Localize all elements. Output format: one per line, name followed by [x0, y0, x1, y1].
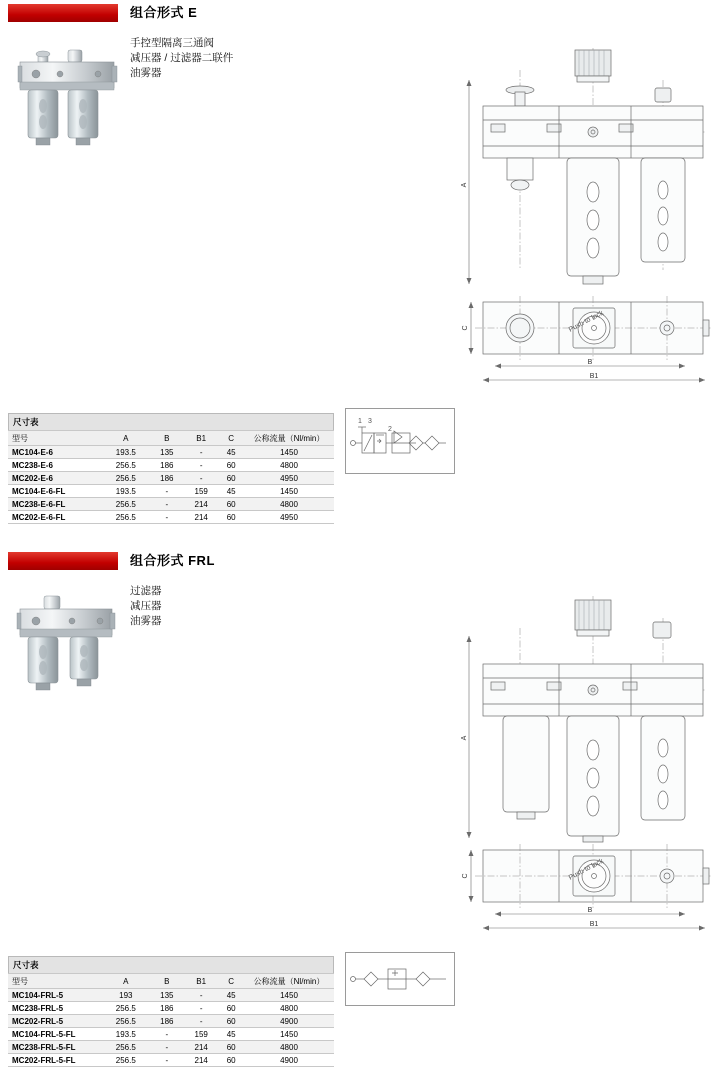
- th-b: B: [150, 974, 184, 989]
- pneumatic-symbol-e: [345, 408, 455, 474]
- cell-model: MC238-FRL-5-FL: [8, 1041, 102, 1054]
- cell-b: 186: [150, 1015, 184, 1028]
- pneumatic-symbol-frl: [345, 952, 455, 1006]
- th-b1: B1: [184, 974, 218, 989]
- red-accent-bar: [8, 4, 118, 22]
- cell-model: MC202-FRL-5: [8, 1015, 102, 1028]
- cell-model: MC104-FRL-5-FL: [8, 1028, 102, 1041]
- cell-model: MC238-FRL-5: [8, 1002, 102, 1015]
- technical-drawing-e-top: [455, 292, 715, 392]
- table-row: [8, 989, 334, 1002]
- th-flow: 公称流量（Nl/min）: [244, 431, 334, 446]
- table-row: [8, 1015, 334, 1028]
- cell-b1: -: [184, 459, 218, 472]
- cell-b1: -: [184, 446, 218, 459]
- section-frl-title: 组合形式 FRL: [130, 553, 215, 568]
- dimension-table-frl: [8, 956, 334, 1067]
- symbol-port-3: 3: [368, 418, 372, 425]
- dim-label-a-frl: A: [461, 735, 468, 741]
- cell-b: -: [150, 1054, 184, 1067]
- table-row: [8, 472, 334, 485]
- cell-flow: 4950: [244, 472, 334, 485]
- cell-a: 256.5: [102, 498, 150, 511]
- cell-model: MC104-E-6: [8, 446, 102, 459]
- cell-model: MC202-FRL-5-FL: [8, 1054, 102, 1067]
- cell-c: 45: [218, 1028, 244, 1041]
- technical-drawing-frl-top: [455, 840, 715, 940]
- cell-b: 186: [150, 472, 184, 485]
- cell-a: 193.5: [102, 1028, 150, 1041]
- table-caption-frl: 尺寸表: [8, 956, 334, 973]
- section-e-subtitle-2: 减压器 / 过滤器二联件: [130, 52, 234, 64]
- cell-a: 193.5: [102, 485, 150, 498]
- section-e-subtitle-1: 手控型隔离三通阀: [130, 37, 214, 49]
- cell-c: 45: [218, 989, 244, 1002]
- product-photo-frl: [14, 594, 118, 706]
- cell-b1: 159: [184, 485, 218, 498]
- table-row: [8, 485, 334, 498]
- cell-b: -: [150, 498, 184, 511]
- table-row: [8, 446, 334, 459]
- section-combination-frl: [0, 548, 723, 1076]
- cell-flow: 4800: [244, 459, 334, 472]
- cell-b: -: [150, 1041, 184, 1054]
- section-frl-subtitle-3: 油雾器: [130, 615, 162, 627]
- cell-flow: 1450: [244, 485, 334, 498]
- table-header-row: [8, 431, 334, 446]
- cell-c: 60: [218, 459, 244, 472]
- cell-a: 256.5: [102, 511, 150, 524]
- cell-c: 60: [218, 1054, 244, 1067]
- cell-a: 256.5: [102, 1054, 150, 1067]
- th-c: C: [218, 431, 244, 446]
- cell-a: 256.5: [102, 459, 150, 472]
- section-frl-subtitle-2: 减压器: [130, 600, 162, 612]
- dimension-table-frl-wrapper: [8, 956, 334, 1067]
- table-row: [8, 1002, 334, 1015]
- section-e-header: [0, 0, 723, 28]
- cell-c: 45: [218, 446, 244, 459]
- th-flow: 公称流量（Nl/min）: [244, 974, 334, 989]
- technical-drawing-e-front: [455, 40, 715, 295]
- cell-b1: 159: [184, 1028, 218, 1041]
- technical-drawing-frl-front: [455, 588, 715, 843]
- table-row: [8, 1028, 334, 1041]
- cell-c: 60: [218, 511, 244, 524]
- push-to-lock-label-frl: Push to lock: [567, 857, 605, 882]
- cell-b1: -: [184, 472, 218, 485]
- dim-label-c-e: C: [462, 325, 469, 331]
- symbol-port-2: 2: [388, 426, 392, 433]
- th-model: 型号: [8, 431, 102, 446]
- cell-b: 135: [150, 446, 184, 459]
- cell-flow: 1450: [244, 1028, 334, 1041]
- cell-model: MC238-E-6: [8, 459, 102, 472]
- section-e-subtitle-3: 油雾器: [130, 67, 162, 79]
- dimension-table-e: [8, 413, 334, 524]
- cell-a: 256.5: [102, 472, 150, 485]
- cell-model: MC202-E-6: [8, 472, 102, 485]
- th-c: C: [218, 974, 244, 989]
- table-caption-e: 尺寸表: [8, 413, 334, 430]
- th-a: A: [102, 431, 150, 446]
- cell-a: 256.5: [102, 1002, 150, 1015]
- cell-flow: 4800: [244, 1002, 334, 1015]
- cell-b1: -: [184, 989, 218, 1002]
- cell-b: 135: [150, 989, 184, 1002]
- cell-model: MC238-E-6-FL: [8, 498, 102, 511]
- dim-label-a-e: A: [461, 182, 468, 188]
- th-model: 型号: [8, 974, 102, 989]
- dim-label-b-frl: B: [587, 907, 593, 914]
- cell-a: 193: [102, 989, 150, 1002]
- cell-b1: 214: [184, 511, 218, 524]
- dim-label-c-frl: C: [462, 873, 469, 879]
- dim-label-b1-e: B1: [589, 373, 599, 380]
- table-row: [8, 498, 334, 511]
- cell-flow: 1450: [244, 989, 334, 1002]
- cell-b: 186: [150, 1002, 184, 1015]
- cell-flow: 1450: [244, 446, 334, 459]
- cell-flow: 4800: [244, 1041, 334, 1054]
- cell-a: 193.5: [102, 446, 150, 459]
- cell-flow: 4900: [244, 1054, 334, 1067]
- table-row: [8, 1054, 334, 1067]
- cell-model: MC104-FRL-5: [8, 989, 102, 1002]
- th-b: B: [150, 431, 184, 446]
- dimension-table-e-wrapper: [8, 413, 334, 524]
- cell-b1: 214: [184, 1054, 218, 1067]
- table-row: [8, 511, 334, 524]
- section-frl-subtitle-1: 过滤器: [130, 585, 162, 597]
- cell-a: 256.5: [102, 1041, 150, 1054]
- dim-label-b1-frl: B1: [589, 921, 599, 928]
- cell-b1: 214: [184, 498, 218, 511]
- cell-c: 60: [218, 472, 244, 485]
- product-photo-e: [12, 48, 124, 168]
- cell-model: MC202-E-6-FL: [8, 511, 102, 524]
- cell-c: 60: [218, 1002, 244, 1015]
- cell-flow: 4900: [244, 1015, 334, 1028]
- cell-flow: 4950: [244, 511, 334, 524]
- cell-c: 60: [218, 1015, 244, 1028]
- cell-b: -: [150, 511, 184, 524]
- cell-b: -: [150, 1028, 184, 1041]
- section-frl-header: [0, 548, 723, 576]
- th-a: A: [102, 974, 150, 989]
- section-e-title: 组合形式 E: [130, 5, 198, 20]
- dim-label-b-e: B: [587, 359, 593, 366]
- th-b1: B1: [184, 431, 218, 446]
- cell-model: MC104-E-6-FL: [8, 485, 102, 498]
- cell-c: 45: [218, 485, 244, 498]
- cell-flow: 4800: [244, 498, 334, 511]
- cell-b: 186: [150, 459, 184, 472]
- table-row: [8, 1041, 334, 1054]
- cell-a: 256.5: [102, 1015, 150, 1028]
- cell-b1: -: [184, 1002, 218, 1015]
- push-to-lock-label-e: Push to lock: [567, 309, 605, 334]
- symbol-port-1: 1: [358, 418, 362, 425]
- cell-b1: 214: [184, 1041, 218, 1054]
- red-accent-bar: [8, 552, 118, 570]
- table-header-row: [8, 974, 334, 989]
- table-row: [8, 459, 334, 472]
- cell-c: 60: [218, 498, 244, 511]
- cell-b1: -: [184, 1015, 218, 1028]
- cell-c: 60: [218, 1041, 244, 1054]
- cell-b: -: [150, 485, 184, 498]
